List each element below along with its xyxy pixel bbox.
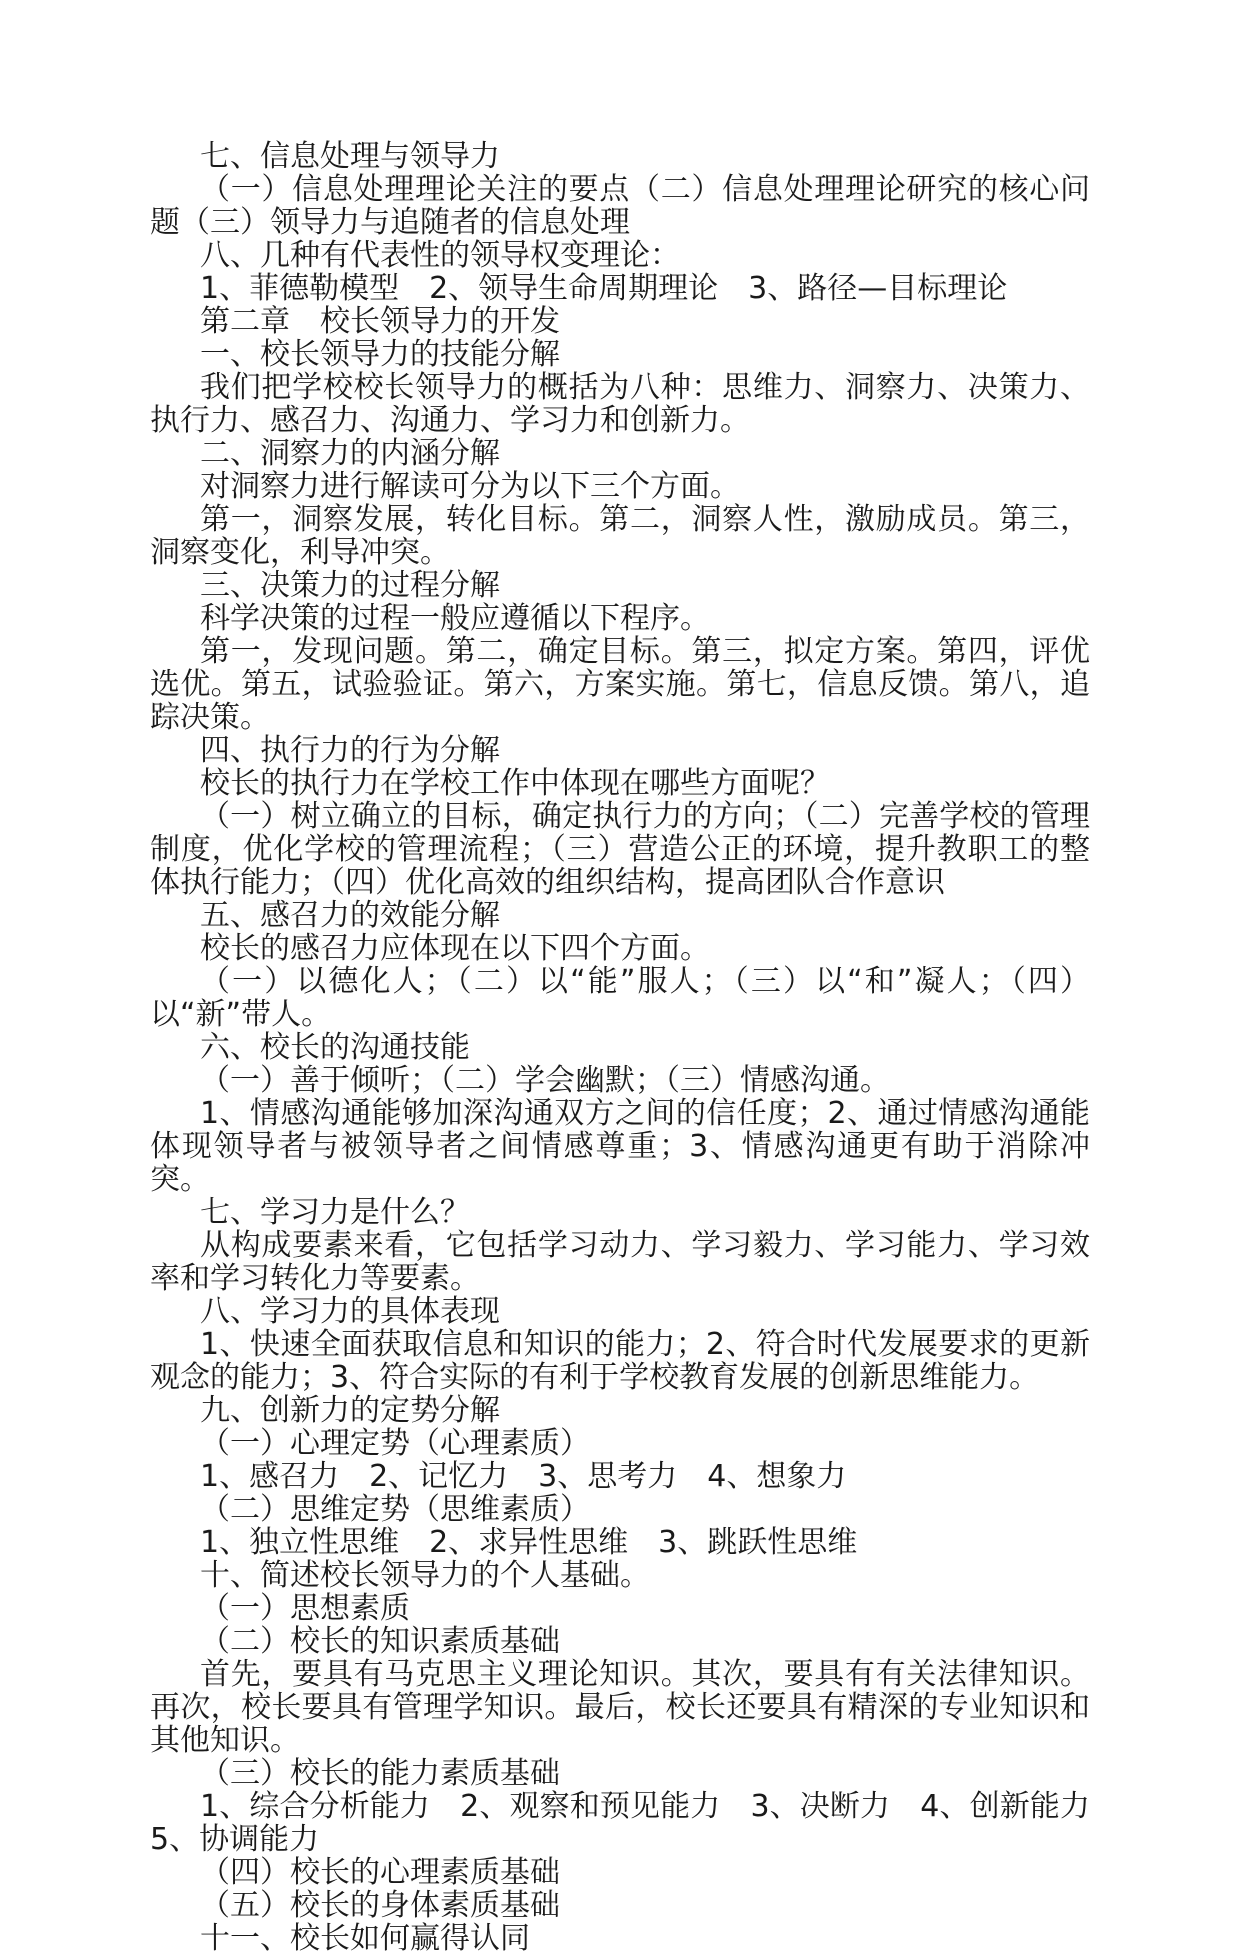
paragraph: 第一，洞察发展，转化目标。第二，洞察人性，激励成员。第三，洞察变化，利导冲突。: [150, 502, 1090, 570]
subsection-heading: （一）思想素质: [200, 1591, 410, 1626]
document-body: [150, 139, 1120, 1956]
paragraph: 科学决策的过程一般应遵循以下程序。: [200, 601, 710, 636]
paragraph: 1、情感沟通能够加深沟通双方之间的信任度；2、通过情感沟通能体现领导者与被领导者之间情感尊重；3、情感沟通更有助于消除冲突。: [150, 1096, 1090, 1197]
subsection-heading: （四）校长的心理素质基础: [200, 1855, 560, 1890]
subsection-heading: （五）校长的身体素质基础: [200, 1888, 560, 1923]
section-heading: 五、感召力的效能分解: [200, 898, 500, 933]
paragraph: （一）以德化人；（二）以“能”服人；（三）以“和”凝人；（四）以“新”带人。: [150, 964, 1090, 1032]
section-heading: 四、执行力的行为分解: [200, 733, 500, 768]
paragraph: 我们把学校校长领导力的概括为八种：思维力、洞察力、决策力、执行力、感召力、沟通力、学习力和创新力。: [150, 370, 1090, 438]
section-heading: 十、简述校长领导力的个人基础。: [200, 1558, 650, 1593]
paragraph: 对洞察力进行解读可分为以下三个方面。: [200, 469, 740, 504]
section-heading: 七、信息处理与领导力: [200, 139, 500, 174]
paragraph: 校长的感召力应体现在以下四个方面。: [200, 931, 710, 966]
section-heading: 八、学习力的具体表现: [200, 1294, 500, 1329]
section-heading: 三、决策力的过程分解: [200, 568, 500, 603]
paragraph: 1、综合分析能力 2、观察和预见能力 3、决断力 4、创新能力 5、协调能力: [150, 1789, 1120, 1857]
section-heading: 八、几种有代表性的领导权变理论：: [200, 238, 680, 273]
paragraph: 1、独立性思维 2、求异性思维 3、跳跃性思维: [200, 1525, 858, 1560]
subsection-heading: （三）校长的能力素质基础: [200, 1756, 560, 1791]
paragraph: 从构成要素来看，它包括学习动力、学习毅力、学习能力、学习效率和学习转化力等要素。: [150, 1228, 1090, 1296]
paragraph: （一）善于倾听；（二）学会幽默；（三）情感沟通。: [200, 1063, 890, 1098]
subsection-heading: （二）校长的知识素质基础: [200, 1624, 560, 1659]
paragraph: （一）树立确立的目标，确定执行力的方向；（二）完善学校的管理制度，优化学校的管理流程；（三）营造公正的环境，提升教职工的整体执行能力；（四）优化高效的组织结构，提高团队合作意识: [150, 799, 1090, 900]
paragraph: 首先，要具有马克思主义理论知识。其次，要具有有关法律知识。再次，校长要具有管理学知识。最后，校长还要具有精深的专业知识和其他知识。: [150, 1657, 1090, 1758]
paragraph: 校长的执行力在学校工作中体现在哪些方面呢？: [200, 766, 830, 801]
paragraph: （一）信息处理理论关注的要点（二）信息处理理论研究的核心问题（三）领导力与追随者的信息处理: [150, 172, 1090, 240]
paragraph: 1、快速全面获取信息和知识的能力；2、符合时代发展要求的更新观念的能力；3、符合实际的有利于学校教育发展的创新思维能力。: [150, 1327, 1090, 1395]
paragraph: 1、感召力 2、记忆力 3、思考力 4、想象力: [200, 1459, 847, 1494]
section-heading: 一、校长领导力的技能分解: [200, 337, 560, 372]
subsection-heading: （一）心理定势（心理素质）: [200, 1426, 590, 1461]
paragraph: 1、菲德勒模型 2、领导生命周期理论 3、路径—目标理论: [200, 271, 1008, 306]
section-heading: 十一、校长如何赢得认同: [200, 1921, 530, 1956]
section-heading: 六、校长的沟通技能: [200, 1030, 470, 1065]
section-heading: 七、学习力是什么？: [200, 1195, 470, 1230]
section-heading: 二、洞察力的内涵分解: [200, 436, 500, 471]
chapter-heading: 第二章 校长领导力的开发: [200, 304, 560, 339]
section-heading: 九、创新力的定势分解: [200, 1393, 500, 1428]
subsection-heading: （二）思维定势（思维素质）: [200, 1492, 590, 1527]
paragraph: 第一，发现问题。第二，确定目标。第三，拟定方案。第四，评优选优。第五，试验验证。第六，方案实施。第七，信息反馈。第八，追踪决策。: [150, 634, 1090, 735]
